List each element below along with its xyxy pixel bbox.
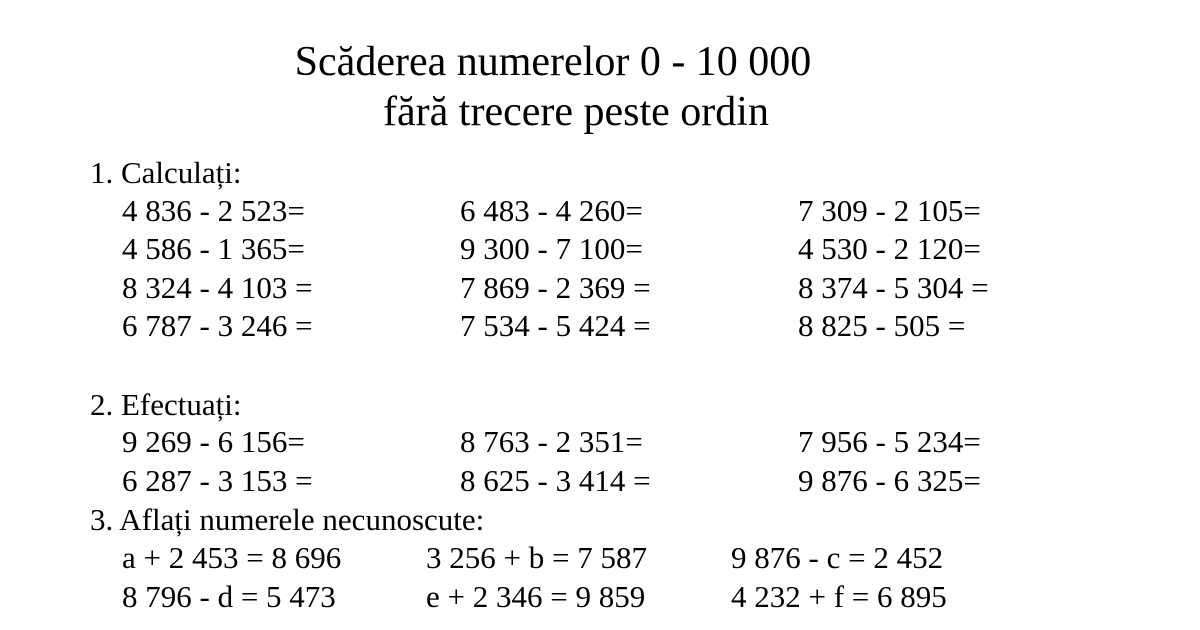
exercise-3-item: 8 796 - d = 5 473	[122, 579, 336, 614]
exercise-1-item: 7 869 - 2 369 =	[460, 270, 651, 305]
exercise-1-item: 6 483 - 4 260=	[460, 193, 643, 228]
exercise-2-heading: 2. Efectuați:	[90, 387, 242, 422]
exercise-1-item: 7 534 - 5 424 =	[460, 308, 651, 343]
exercise-1-item: 8 374 - 5 304 =	[798, 270, 989, 305]
exercise-1-heading: 1. Calculați:	[90, 155, 242, 190]
exercise-2-item: 7 956 - 5 234=	[798, 424, 981, 459]
title-line-2: fără trecere peste ordin	[383, 89, 769, 135]
exercise-3-item: e + 2 346 = 9 859	[426, 579, 646, 614]
exercise-1-item: 4 586 - 1 365=	[122, 231, 305, 266]
exercise-1-item: 7 309 - 2 105=	[798, 193, 981, 228]
title-line-1: Scăderea numerelor 0 - 10 000	[294, 39, 812, 85]
exercise-1-item: 8 825 - 505 =	[798, 308, 966, 343]
exercise-2-item: 9 876 - 6 325=	[798, 463, 981, 498]
exercise-3-item: 3 256 + b = 7 587	[426, 540, 647, 575]
exercise-3-item: 4 232 + f = 6 895	[731, 579, 947, 614]
exercise-1-item: 8 324 - 4 103 =	[122, 270, 313, 305]
exercise-1-item: 6 787 - 3 246 =	[122, 308, 313, 343]
exercise-3-item: a + 2 453 = 8 696	[122, 540, 342, 575]
exercise-1-item: 4 836 - 2 523=	[122, 193, 305, 228]
exercise-3-item: 9 876 - c = 2 452	[731, 540, 944, 575]
exercise-2-item: 9 269 - 6 156=	[122, 424, 305, 459]
exercise-2-item: 8 625 - 3 414 =	[460, 463, 651, 498]
exercise-1-item: 4 530 - 2 120=	[798, 231, 981, 266]
exercise-2-item: 8 763 - 2 351=	[460, 424, 643, 459]
exercise-3-heading: 3. Aflați numerele necunoscute:	[90, 502, 485, 537]
exercise-1-item: 9 300 - 7 100=	[460, 231, 643, 266]
exercise-2-item: 6 287 - 3 153 =	[122, 463, 313, 498]
